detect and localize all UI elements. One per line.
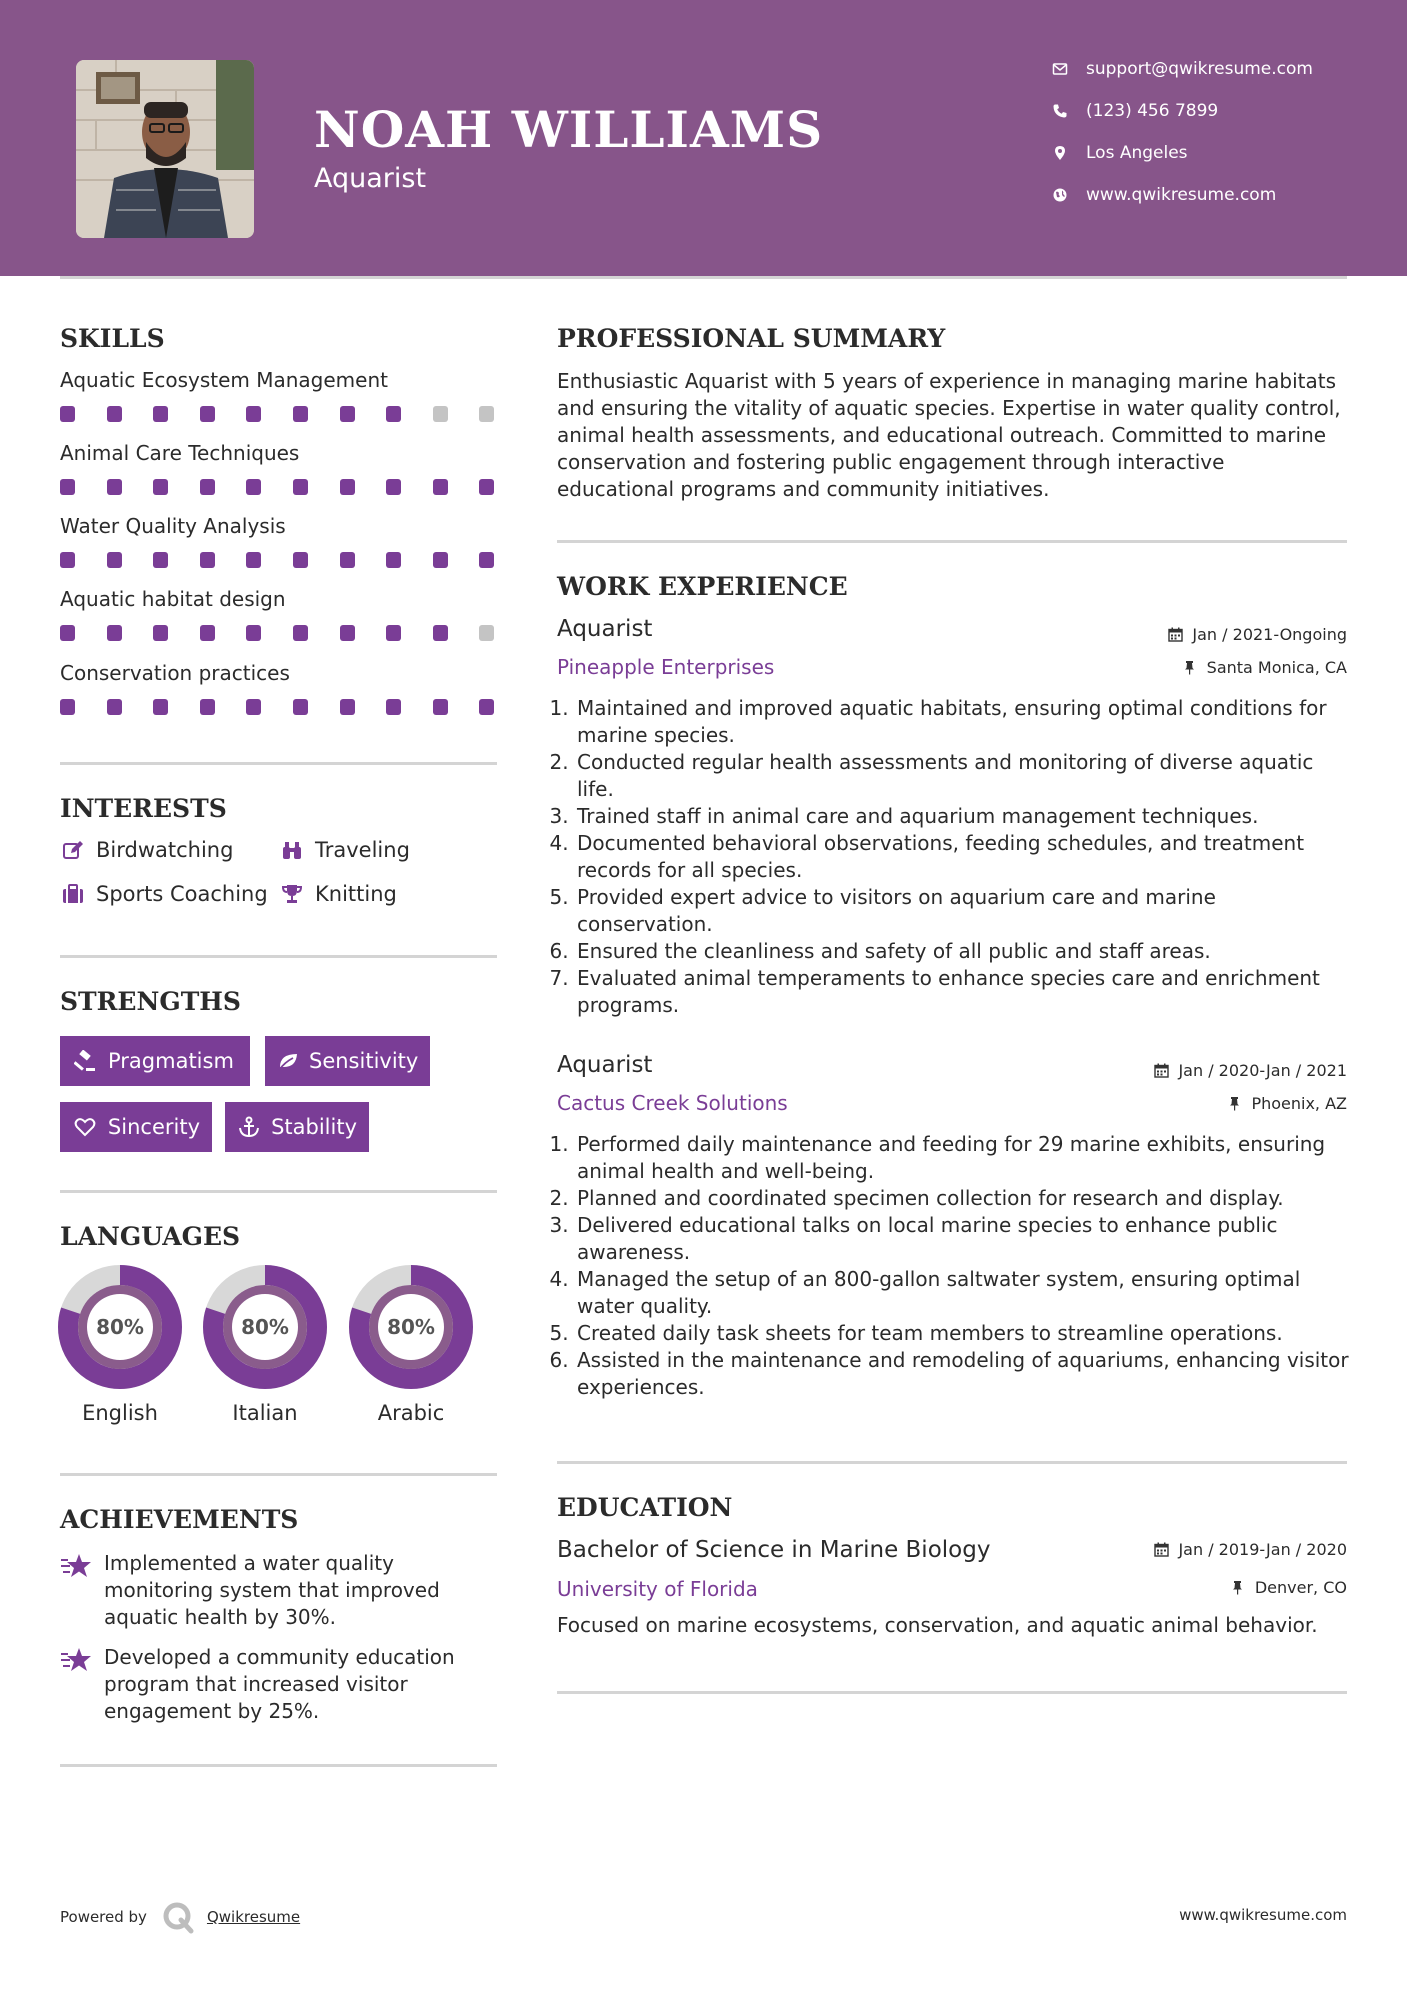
heart-icon — [72, 1115, 98, 1139]
job-location-text: Santa Monica, CA — [1206, 658, 1347, 677]
job-bullet: 4. Documented behavioral observations, feeding schedules, and treatment records for all species. — [575, 830, 1352, 884]
job-role: Aquarist — [557, 616, 653, 642]
skill-dot-filled — [293, 625, 308, 641]
skill-dot-filled — [107, 479, 122, 495]
job-bullet: 5. Created daily task sheets for team members to streamline operations. — [575, 1320, 1352, 1347]
skill-level-dots — [60, 479, 500, 497]
job-bullet: 6. Assisted in the maintenance and remodeling of aquariums, enhancing visitor experiences. — [575, 1347, 1352, 1401]
skill-dot-filled — [479, 479, 494, 495]
strength-tag — [265, 1036, 430, 1086]
skill-dot-filled — [107, 699, 122, 715]
strength-label: Pragmatism — [108, 1049, 234, 1073]
skill-dot-filled — [246, 625, 261, 641]
language-percent: 80% — [387, 1315, 435, 1339]
language-item — [203, 1265, 327, 1425]
skill-dot-filled — [433, 625, 448, 641]
contact-location-text: Los Angeles — [1086, 143, 1188, 163]
skill-level-dots — [60, 699, 500, 717]
envelope-icon — [1050, 59, 1070, 79]
powered-by-label: Powered by — [60, 1908, 147, 1926]
job-location — [1225, 1094, 1347, 1113]
skill-dot-filled — [60, 406, 75, 422]
leaf-icon — [277, 1049, 299, 1073]
skill-dot-filled — [340, 406, 355, 422]
contact-email-text: support@qwikresume.com — [1086, 59, 1313, 79]
job-bullet: 3. Delivered educational talks on local marine species to enhance public awareness. — [575, 1212, 1352, 1266]
skill-dot-filled — [246, 479, 261, 495]
job-bullet: 1. Maintained and improved aquatic habitats, ensuring optimal conditions for marine species. — [575, 695, 1352, 749]
skill-level-dots — [60, 625, 500, 643]
job-bullet: 6. Ensured the cleanliness and safety of all public and staff areas. — [575, 938, 1352, 965]
education-location-text: Denver, CO — [1254, 1578, 1347, 1597]
achievement-text: Implemented a water quality monitoring system that improved aquatic health by 30%. — [104, 1551, 440, 1629]
skill-dot-filled — [386, 479, 401, 495]
education-location — [1229, 1578, 1347, 1597]
job-location — [1181, 658, 1347, 677]
skill-dot-filled — [386, 406, 401, 422]
contact-phone-text: (123) 456 7899 — [1086, 101, 1219, 121]
skill-dot-filled — [433, 552, 448, 568]
skill-dot-filled — [107, 625, 122, 641]
skill-level-dots — [60, 406, 500, 424]
language-percent: 80% — [241, 1315, 289, 1339]
section-divider — [60, 1764, 497, 1767]
skill-dot-filled — [293, 552, 308, 568]
skill-dot-filled — [386, 625, 401, 641]
skill-dot-filled — [60, 479, 75, 495]
language-progress-ring — [349, 1265, 473, 1389]
job-bullets — [557, 695, 1352, 1019]
skill-dot-filled — [340, 625, 355, 641]
section-divider — [60, 1473, 497, 1476]
skill-dot-filled — [246, 552, 261, 568]
pushpin-icon — [1229, 1579, 1247, 1597]
summary-text: Enthusiastic Aquarist with 5 years of experience in managing marine habitats and ensuring the vitality of aquatic species. Expertise in water quality control, animal health assessments, and educational outreach. Committed to marine conservation and fostering public engagement through interactive educational programs and community initiatives. — [557, 369, 1341, 501]
skill-dot-filled — [293, 479, 308, 495]
contact-email[interactable] — [1050, 54, 1313, 84]
job-bullet: 1. Performed daily maintenance and feeding for 29 marine exhibits, ensuring animal health and well-being. — [575, 1131, 1352, 1185]
job-role: Aquarist — [557, 1052, 653, 1078]
resume-header — [0, 0, 1407, 276]
skill-dot-filled — [340, 552, 355, 568]
strength-tag — [225, 1102, 369, 1152]
contact-phone[interactable] — [1050, 96, 1218, 126]
skill-dot-filled — [479, 699, 494, 715]
anchor-icon — [237, 1115, 261, 1139]
education-description: Focused on marine ecosystems, conservation, and aquatic animal behavior. — [557, 1613, 1318, 1637]
job-bullet: 4. Managed the setup of an 800-gallon saltwater system, ensuring optimal water quality. — [575, 1266, 1352, 1320]
skill-dot-filled — [433, 479, 448, 495]
skill-dot-filled — [60, 625, 75, 641]
star-icon — [60, 1552, 94, 1631]
star-icon — [60, 1646, 94, 1725]
job-bullet: 5. Provided expert advice to visitors on aquarium care and marine conservation. — [575, 884, 1352, 938]
strength-tag — [60, 1036, 250, 1086]
language-item — [349, 1265, 473, 1425]
skill-dot-filled — [386, 552, 401, 568]
skill-dot-filled — [200, 406, 215, 422]
skill-dot-filled — [107, 406, 122, 422]
skill-name: Aquatic habitat design — [60, 587, 286, 611]
calendar-icon — [1152, 1062, 1170, 1080]
section-divider — [60, 955, 497, 958]
skill-dot-empty — [433, 406, 448, 422]
binoculars-icon — [279, 838, 305, 862]
summary-title: PROFESSIONAL SUMMARY — [557, 324, 946, 353]
skills-title: SKILLS — [60, 324, 165, 353]
footer-website[interactable]: www.qwikresume.com — [1179, 1906, 1347, 1924]
skill-dot-filled — [340, 699, 355, 715]
job-bullet: 2. Conducted regular health assessments and monitoring of diverse aquatic life. — [575, 749, 1352, 803]
skill-name: Aquatic Ecosystem Management — [60, 368, 388, 392]
job-bullet: 3. Trained staff in animal care and aquarium management techniques. — [575, 803, 1352, 830]
language-progress-ring — [58, 1265, 182, 1389]
globe-icon — [1050, 185, 1070, 205]
section-divider — [60, 762, 497, 765]
skill-dot-filled — [200, 479, 215, 495]
education-date — [1152, 1540, 1347, 1559]
gavel-icon — [72, 1049, 98, 1073]
strength-label: Sincerity — [107, 1115, 200, 1139]
qwikresume-logo-icon — [161, 1900, 195, 1934]
skill-dot-filled — [153, 699, 168, 715]
strength-tag — [60, 1102, 212, 1152]
language-percent: 80% — [96, 1315, 144, 1339]
job-bullet: 2. Planned and coordinated specimen collection for research and display. — [575, 1185, 1352, 1212]
achievement-item — [60, 1550, 500, 1631]
achievement-text: Developed a community education program that increased visitor engagement by 25%. — [104, 1645, 455, 1723]
achievements-title: ACHIEVEMENTS — [60, 1505, 299, 1534]
skill-dot-filled — [200, 699, 215, 715]
education-title: EDUCATION — [557, 1493, 733, 1522]
pushpin-icon — [1225, 1095, 1243, 1113]
section-divider — [557, 1691, 1347, 1694]
strength-label: Sensitivity — [309, 1049, 419, 1073]
briefcase-icon — [60, 882, 86, 906]
pushpin-icon — [1181, 659, 1199, 677]
contact-location — [1050, 138, 1188, 168]
skill-dot-filled — [293, 406, 308, 422]
candidate-name: NOAH WILLIAMS — [314, 100, 824, 159]
language-name: English — [82, 1401, 158, 1425]
achievement-item — [60, 1644, 500, 1725]
trophy-icon — [279, 882, 305, 906]
skill-dot-filled — [340, 479, 355, 495]
skill-dot-filled — [200, 552, 215, 568]
skill-level-dots — [60, 552, 500, 570]
interest-label: Traveling — [315, 838, 410, 862]
skill-dot-filled — [479, 552, 494, 568]
languages-title: LANGUAGES — [60, 1222, 241, 1251]
strength-label: Stability — [271, 1115, 357, 1139]
job-date — [1152, 1061, 1347, 1080]
footer-powered-by — [60, 1900, 300, 1934]
skill-dot-empty — [479, 625, 494, 641]
skill-dot-filled — [153, 479, 168, 495]
job-date-text: Jan / 2021-Ongoing — [1192, 625, 1347, 644]
skill-dot-filled — [246, 699, 261, 715]
job-company: Pineapple Enterprises — [557, 655, 775, 679]
skill-name: Conservation practices — [60, 661, 290, 685]
skill-dot-filled — [246, 406, 261, 422]
section-divider — [557, 540, 1347, 543]
interest-item — [60, 882, 268, 906]
map-marker-icon — [1050, 143, 1070, 163]
language-name: Italian — [232, 1401, 298, 1425]
contact-website[interactable] — [1050, 180, 1276, 210]
skill-dot-filled — [200, 625, 215, 641]
skill-dot-filled — [293, 699, 308, 715]
skill-dot-filled — [60, 699, 75, 715]
language-progress-ring — [203, 1265, 327, 1389]
header-divider — [60, 276, 1347, 279]
education-degree: Bachelor of Science in Marine Biology — [557, 1537, 991, 1563]
job-location-text: Phoenix, AZ — [1251, 1094, 1347, 1113]
job-date-text: Jan / 2020-Jan / 2021 — [1178, 1061, 1347, 1080]
skill-name: Water Quality Analysis — [60, 514, 286, 538]
skill-dot-filled — [107, 552, 122, 568]
skill-dot-filled — [153, 552, 168, 568]
job-bullets — [557, 1131, 1352, 1401]
profile-photo — [76, 60, 254, 238]
interest-item — [279, 882, 397, 906]
education-date-text: Jan / 2019-Jan / 2020 — [1178, 1540, 1347, 1559]
interest-label: Sports Coaching — [96, 882, 268, 906]
qwikresume-link[interactable]: Qwikresume — [206, 1908, 301, 1926]
skill-name: Animal Care Techniques — [60, 441, 300, 465]
job-bullet: 7. Evaluated animal temperaments to enhance species care and enrichment programs. — [575, 965, 1352, 1019]
language-name: Arabic — [377, 1401, 445, 1425]
interest-label: Knitting — [315, 882, 397, 906]
interest-label: Birdwatching — [96, 838, 234, 862]
strengths-title: STRENGTHS — [60, 987, 241, 1016]
interests-title: INTERESTS — [60, 794, 227, 823]
education-school: University of Florida — [557, 1577, 758, 1601]
experience-title: WORK EXPERIENCE — [557, 572, 848, 601]
section-divider — [557, 1461, 1347, 1464]
skill-dot-empty — [479, 406, 494, 422]
skill-dot-filled — [60, 552, 75, 568]
skill-dot-filled — [386, 699, 401, 715]
skill-dot-filled — [153, 625, 168, 641]
contact-website-text: www.qwikresume.com — [1086, 185, 1277, 205]
skill-dot-filled — [153, 406, 168, 422]
job-date — [1166, 625, 1347, 644]
phone-icon — [1050, 101, 1070, 121]
skill-dot-filled — [433, 699, 448, 715]
edit-icon — [60, 838, 86, 862]
job-company: Cactus Creek Solutions — [557, 1091, 788, 1115]
interest-item — [60, 838, 233, 862]
interest-item — [279, 838, 410, 862]
calendar-icon — [1152, 1541, 1170, 1559]
section-divider — [60, 1190, 497, 1193]
calendar-icon — [1166, 626, 1184, 644]
language-item — [58, 1265, 182, 1425]
candidate-title: Aquarist — [314, 163, 427, 194]
